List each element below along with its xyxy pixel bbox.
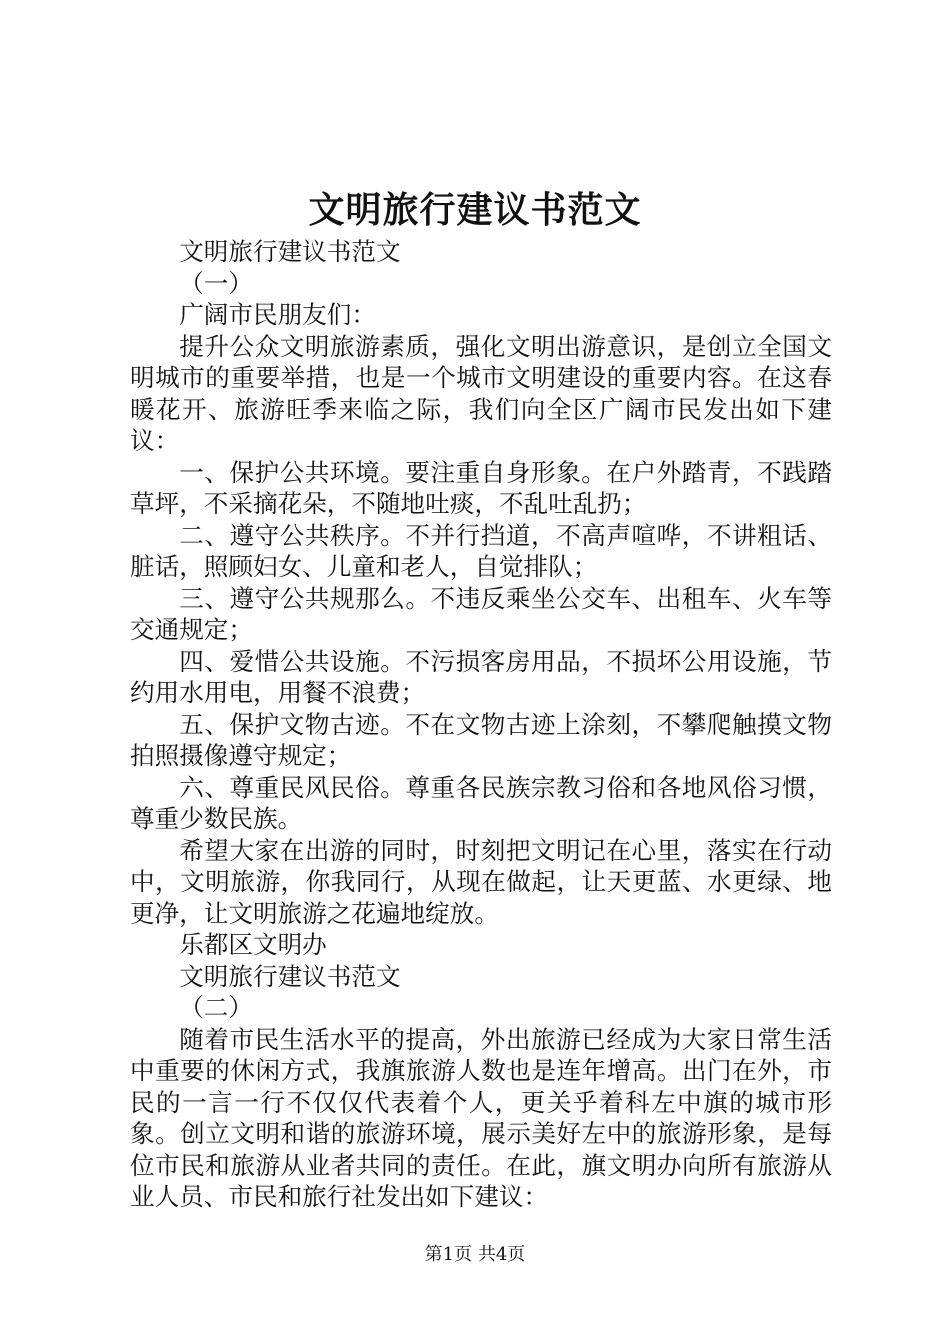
page-number-footer: 第1页 共4页 bbox=[424, 1244, 526, 1265]
paragraph: 广阔市民朋友们： bbox=[179, 300, 376, 329]
paragraph: 随着市民生活水平的提高，外出旅游已经成为大家日常生活中重要的休闲方式，我旗旅游人数也是连年增高。出门在外，市民的一言一行不仅仅代表着个人，更关乎着科左中旗的城市形象。创立文明和谐的旅游环境，展示美好左中的旅游形象，是每位市民和旅游从业者共同的责任。在此，旗文明办向所有旅游从业人员、市民和旅行社发出如下建议： bbox=[130, 1024, 832, 1211]
paragraph: 三、遵守公共规那么。不违反乘坐公交车、出租车、火车等交通规定； bbox=[130, 583, 832, 644]
paragraph: 文明旅行建议书范文 bbox=[179, 237, 401, 266]
paragraph: 一、保护公共环境。要注重自身形象。在户外踏青，不践踏草坪，不采摘花朵，不随地吐痰，不乱吐乱扔； bbox=[130, 457, 832, 518]
document-title: 文明旅行建议书范文 bbox=[308, 189, 642, 231]
paragraph: 四、爱惜公共设施。不污损客房用品，不损坏公用设施，节约用水用电，用餐不浪费； bbox=[130, 646, 832, 707]
paragraph: 希望大家在出游的同时，时刻把文明记在心里，落实在行动中，文明旅游，你我同行，从现在做起，让天更蓝、水更绿、地更净，让文明旅游之花遍地绽放。 bbox=[130, 835, 832, 928]
paragraph: 五、保护文物古迹。不在文物古迹上涂刻，不攀爬触摸文物拍照摄像遵守规定； bbox=[130, 709, 832, 770]
document-body bbox=[130, 236, 832, 1213]
paragraph: （二） bbox=[179, 993, 253, 1022]
paragraph: 六、尊重民风民俗。尊重各民族宗教习俗和各地风俗习惯，尊重少数民族。 bbox=[130, 772, 832, 833]
paragraph: （一） bbox=[179, 268, 253, 298]
paragraph: 乐都区文明办 bbox=[179, 930, 327, 959]
paragraph: 二、遵守公共秩序。不并行挡道，不高声喧哗，不讲粗话、脏话，照顾妇女、儿童和老人，自觉排队； bbox=[130, 520, 832, 581]
paragraph: 提升公众文明旅游素质，强化文明出游意识，是创立全国文明城市的重要举措，也是一个城市文明建设的重要内容。在这春暖花开、旅游旺季来临之际，我们向全区广阔市民发出如下建议： bbox=[130, 331, 832, 455]
paragraph: 文明旅行建议书范文 bbox=[179, 961, 401, 991]
